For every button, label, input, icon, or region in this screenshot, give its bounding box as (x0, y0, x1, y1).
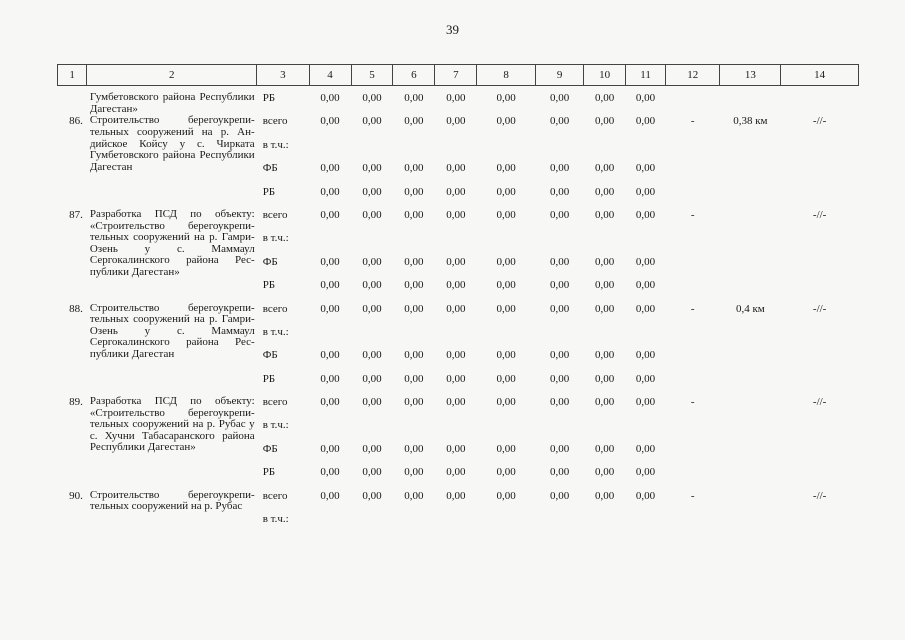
value-cell (626, 139, 666, 162)
value-cell: 0,00 (362, 349, 382, 362)
funding-type: РБ (262, 279, 276, 292)
col13-cell (720, 256, 781, 279)
value-cell: 0,00 (404, 208, 424, 221)
value-cell: 0,00 (446, 115, 466, 128)
value-cell: 0,00 (496, 489, 516, 502)
value-cell: 0,00 (595, 396, 615, 409)
value-cell: 0,00 (496, 349, 516, 362)
value-cell (309, 419, 351, 442)
value-cell: 0,00 (595, 208, 615, 221)
header-cell: 14 (781, 65, 859, 86)
value-cell: 0,00 (595, 279, 615, 292)
value-cell (435, 139, 477, 162)
value-cell (626, 326, 666, 349)
col12-cell (665, 86, 720, 116)
row-number: 88. (69, 302, 83, 315)
col12-cell (665, 466, 720, 489)
value-cell: 0,00 (496, 442, 516, 455)
col14-cell (781, 279, 859, 302)
col12-cell (665, 326, 720, 349)
value-cell: 0,00 (496, 372, 516, 385)
value-cell: 0,00 (446, 162, 466, 175)
col14-cell: -//- (812, 115, 827, 128)
col13-cell: 0,38 км (733, 115, 768, 128)
value-cell: 0,00 (404, 279, 424, 292)
table-row (58, 303, 859, 326)
value-cell: 0,00 (362, 255, 382, 268)
col12-cell: - (690, 302, 695, 315)
col12-cell: - (690, 396, 695, 409)
header-cell: 11 (626, 65, 666, 86)
funding-type: всего (262, 208, 288, 221)
row-number (58, 86, 87, 116)
value-cell: 0,00 (362, 185, 382, 198)
col12-cell: - (690, 489, 695, 502)
value-cell (309, 326, 351, 349)
value-cell: 0,00 (549, 115, 570, 128)
value-cell: 0,00 (362, 302, 382, 315)
funding-type: РБ (262, 92, 276, 104)
value-cell: 0,00 (635, 185, 656, 198)
funding-type: в т.ч.: (262, 513, 289, 526)
col12-cell (665, 162, 720, 185)
value-cell: 0,00 (362, 442, 382, 455)
funding-type: всего (262, 489, 288, 502)
value-cell: 0,00 (635, 466, 656, 479)
funding-type: ФБ (262, 162, 278, 175)
column-number-header (58, 65, 859, 86)
value-cell: 0,00 (320, 185, 340, 198)
value-cell: 0,00 (320, 442, 340, 455)
header-cell: 13 (720, 65, 781, 86)
funding-type: РБ (262, 372, 276, 385)
header-cell: 2 (87, 65, 257, 86)
value-cell: 0,00 (404, 92, 424, 104)
col14-cell (781, 186, 859, 209)
value-cell: 0,00 (635, 372, 656, 385)
value-cell: 0,00 (635, 302, 656, 315)
col12-cell (665, 232, 720, 255)
value-cell: 0,00 (595, 115, 615, 128)
row-number: 86. (69, 115, 83, 128)
col13-cell (720, 279, 781, 302)
funding-type: в т.ч.: (262, 232, 289, 245)
value-cell (584, 232, 626, 255)
value-cell: 0,00 (320, 255, 340, 268)
value-cell: 0,00 (446, 466, 466, 479)
program-table (57, 64, 859, 536)
value-cell: 0,00 (635, 279, 656, 292)
col14-cell (781, 419, 859, 442)
value-cell: 0,00 (635, 92, 656, 104)
value-cell (477, 232, 536, 255)
header-cell: 9 (535, 65, 583, 86)
value-cell: 0,00 (404, 349, 424, 362)
table-row (58, 490, 859, 513)
value-cell: 0,00 (446, 349, 466, 362)
value-cell: 0,00 (549, 302, 570, 315)
value-cell: 0,00 (320, 396, 340, 409)
col12-cell (665, 349, 720, 372)
col14-cell (781, 232, 859, 255)
row-number: 87. (69, 208, 83, 221)
page-number: 39 (446, 22, 459, 37)
value-cell (351, 513, 393, 536)
value-cell (393, 513, 435, 536)
value-cell: 0,00 (404, 372, 424, 385)
value-cell (535, 513, 583, 536)
value-cell: 0,00 (404, 162, 424, 175)
object-name: Строительство берегоукрепительных сооружений на р. Гамри-Озень у с. Маммаул Сергокалинского района Республики Дагестан (89, 301, 255, 360)
value-cell (393, 139, 435, 162)
value-cell (477, 139, 536, 162)
header-cell: 7 (435, 65, 477, 86)
value-cell: 0,00 (549, 442, 570, 455)
value-cell (351, 326, 393, 349)
col12-cell (665, 256, 720, 279)
value-cell (535, 232, 583, 255)
value-cell: 0,00 (635, 349, 656, 362)
value-cell: 0,00 (446, 279, 466, 292)
value-cell: 0,00 (320, 302, 340, 315)
value-cell (351, 232, 393, 255)
value-cell: 0,00 (496, 255, 516, 268)
value-cell: 0,00 (496, 302, 516, 315)
value-cell: 0,00 (635, 489, 656, 502)
value-cell (477, 513, 536, 536)
col14-cell: -//- (812, 396, 827, 409)
col13-cell (720, 490, 781, 513)
value-cell: 0,00 (362, 396, 382, 409)
col12-cell: - (690, 115, 695, 128)
funding-type: всего (262, 115, 288, 128)
col14-cell (781, 256, 859, 279)
col13-cell (720, 396, 781, 419)
header-cell: 3 (257, 65, 309, 86)
value-cell: 0,00 (320, 372, 340, 385)
value-cell (535, 139, 583, 162)
col12-cell (665, 373, 720, 396)
col13-cell (720, 443, 781, 466)
value-cell: 0,00 (404, 442, 424, 455)
col14-cell (781, 139, 859, 162)
value-cell (393, 232, 435, 255)
value-cell: 0,00 (549, 279, 570, 292)
value-cell: 0,00 (595, 489, 615, 502)
value-cell: 0,00 (320, 349, 340, 362)
value-cell (626, 232, 666, 255)
funding-type: РБ (262, 185, 276, 198)
col13-cell (720, 373, 781, 396)
table-row (58, 209, 859, 232)
value-cell: 0,00 (496, 115, 516, 128)
value-cell: 0,00 (635, 162, 656, 175)
object-name: Разработка ПСД по объекту: «Строительство берегоукрепительных сооружений на р. Гамри-Озень у с. Маммаул Сергокалинского района Республики Дагестан» (89, 207, 255, 278)
value-cell: 0,00 (362, 92, 382, 104)
funding-type: в т.ч.: (262, 419, 289, 432)
value-cell: 0,00 (446, 442, 466, 455)
table-row (58, 86, 859, 116)
header-cell: 12 (665, 65, 720, 86)
header-cell: 1 (58, 65, 87, 86)
value-cell: 0,00 (496, 279, 516, 292)
col14-cell (781, 349, 859, 372)
col14-cell (781, 162, 859, 185)
value-cell (626, 419, 666, 442)
col14-cell (781, 466, 859, 489)
value-cell: 0,00 (362, 466, 382, 479)
value-cell: 0,00 (446, 489, 466, 502)
object-name: Строительство берегоукрепительных сооружений на р. Рубас (89, 488, 255, 513)
value-cell: 0,00 (320, 279, 340, 292)
value-cell (584, 513, 626, 536)
value-cell: 0,00 (404, 489, 424, 502)
value-cell: 0,00 (362, 372, 382, 385)
col12-cell (665, 279, 720, 302)
value-cell: 0,00 (320, 208, 340, 221)
col13-cell (720, 209, 781, 232)
object-name: Строительство берегоукрепительных сооружений на р. Андийское Койсу у с. Чирката Гумбетовского района Республики Дагестан (89, 114, 255, 173)
value-cell: 0,00 (549, 349, 570, 362)
col13-cell (720, 349, 781, 372)
col13-cell (720, 232, 781, 255)
col14-cell (781, 326, 859, 349)
col12-cell (665, 139, 720, 162)
value-cell: 0,00 (320, 115, 340, 128)
value-cell: 0,00 (362, 162, 382, 175)
funding-type: в т.ч.: (262, 325, 289, 338)
value-cell (309, 513, 351, 536)
header-cell: 10 (584, 65, 626, 86)
value-cell: 0,00 (595, 372, 615, 385)
value-cell: 0,00 (446, 208, 466, 221)
col12-cell (665, 186, 720, 209)
value-cell: 0,00 (549, 255, 570, 268)
value-cell: 0,00 (362, 208, 382, 221)
value-cell: 0,00 (549, 185, 570, 198)
value-cell: 0,00 (549, 396, 570, 409)
funding-type: РБ (262, 466, 276, 479)
value-cell (393, 326, 435, 349)
value-cell (626, 513, 666, 536)
value-cell: 0,00 (362, 489, 382, 502)
col14-cell (781, 443, 859, 466)
value-cell: 0,00 (320, 489, 340, 502)
col14-cell: -//- (812, 489, 827, 502)
col14-cell: -//- (812, 208, 827, 221)
value-cell: 0,00 (595, 442, 615, 455)
value-cell: 0,00 (446, 185, 466, 198)
value-cell: 0,00 (446, 302, 466, 315)
value-cell: 0,00 (404, 255, 424, 268)
funding-type: ФБ (262, 349, 278, 362)
col13-cell (720, 139, 781, 162)
value-cell: 0,00 (320, 162, 340, 175)
value-cell (535, 419, 583, 442)
col13-cell (720, 513, 781, 536)
funding-type: ФБ (262, 442, 278, 455)
value-cell: 0,00 (404, 302, 424, 315)
value-cell (351, 419, 393, 442)
value-cell (435, 326, 477, 349)
value-cell: 0,00 (549, 372, 570, 385)
col13-cell (720, 419, 781, 442)
value-cell: 0,00 (595, 349, 615, 362)
value-cell (435, 232, 477, 255)
value-cell: 0,00 (549, 466, 570, 479)
value-cell: 0,00 (595, 162, 615, 175)
value-cell: 0,00 (595, 185, 615, 198)
value-cell: 0,00 (595, 302, 615, 315)
value-cell: 0,00 (496, 162, 516, 175)
row-number: 90. (69, 489, 83, 502)
table-row (58, 115, 859, 138)
object-name: Гумбетовского района Республики Дагестан» (89, 91, 255, 115)
value-cell: 0,00 (362, 279, 382, 292)
value-cell (584, 326, 626, 349)
value-cell: 0,00 (320, 466, 340, 479)
value-cell: 0,00 (496, 466, 516, 479)
value-cell: 0,00 (404, 396, 424, 409)
value-cell: 0,00 (635, 396, 656, 409)
value-cell: 0,00 (496, 208, 516, 221)
value-cell: 0,00 (496, 92, 516, 104)
funding-type: всего (262, 396, 288, 409)
col12-cell: - (690, 208, 695, 221)
col14-cell (781, 513, 859, 536)
value-cell: 0,00 (549, 162, 570, 175)
header-cell: 4 (309, 65, 351, 86)
value-cell: 0,00 (362, 115, 382, 128)
header-cell: 5 (351, 65, 393, 86)
value-cell (477, 419, 536, 442)
value-cell: 0,00 (635, 442, 656, 455)
header-cell: 8 (477, 65, 536, 86)
col14-cell (781, 373, 859, 396)
value-cell (584, 139, 626, 162)
col14-cell: -//- (812, 302, 827, 315)
value-cell (535, 326, 583, 349)
header-cell: 6 (393, 65, 435, 86)
col13-cell: 0,4 км (735, 302, 765, 315)
value-cell: 0,00 (446, 255, 466, 268)
value-cell: 0,00 (549, 489, 570, 502)
col13-cell (720, 466, 781, 489)
value-cell (309, 232, 351, 255)
value-cell: 0,00 (446, 92, 466, 104)
value-cell: 0,00 (635, 208, 656, 221)
value-cell: 0,00 (404, 466, 424, 479)
value-cell: 0,00 (320, 92, 340, 104)
value-cell: 0,00 (496, 396, 516, 409)
table-row (58, 396, 859, 419)
value-cell: 0,00 (595, 92, 615, 104)
col12-cell (665, 419, 720, 442)
value-cell (584, 419, 626, 442)
col13-cell (720, 326, 781, 349)
row-number: 89. (69, 396, 83, 409)
value-cell: 0,00 (496, 185, 516, 198)
value-cell: 0,00 (635, 115, 656, 128)
col13-cell (720, 162, 781, 185)
value-cell: 0,00 (446, 396, 466, 409)
value-cell (309, 139, 351, 162)
value-cell: 0,00 (404, 185, 424, 198)
value-cell (393, 419, 435, 442)
col12-cell (665, 513, 720, 536)
col12-cell (665, 443, 720, 466)
object-name: Разработка ПСД по объекту: «Строительство берегоукрепительных сооружений на р. Рубас у с. Хучни Табасаранского района Республики Дагестан» (89, 395, 255, 454)
funding-type: ФБ (262, 255, 278, 268)
value-cell: 0,00 (446, 372, 466, 385)
value-cell (435, 513, 477, 536)
col13-cell (720, 186, 781, 209)
value-cell (477, 326, 536, 349)
col13-cell (720, 86, 781, 116)
col14-cell (781, 86, 859, 116)
value-cell: 0,00 (595, 255, 615, 268)
value-cell: 0,00 (635, 255, 656, 268)
value-cell: 0,00 (404, 115, 424, 128)
table-body (58, 86, 859, 537)
value-cell: 0,00 (595, 466, 615, 479)
funding-type: в т.ч.: (262, 138, 289, 151)
value-cell: 0,00 (549, 208, 570, 221)
value-cell (351, 139, 393, 162)
value-cell (435, 419, 477, 442)
value-cell: 0,00 (549, 92, 570, 104)
funding-type: всего (262, 302, 288, 315)
